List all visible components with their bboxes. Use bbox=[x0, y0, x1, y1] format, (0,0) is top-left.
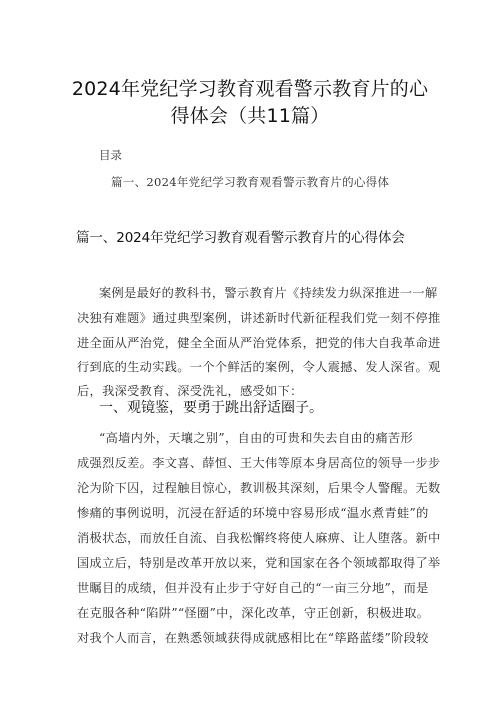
document-title-line-1: 2024年党纪学习教育观看警示教育片的心 bbox=[71, 78, 429, 100]
subheading: 一、观镜鉴，要勇于跳出舒适圈子。 bbox=[99, 400, 323, 416]
section-heading: 篇一、2024年党纪学习教育观看警示教育片的心得体会 bbox=[76, 230, 405, 246]
paragraph-line: 对我个人而言，在熟悉领域获得成就感相比在“筚路蓝缕”阶段较 bbox=[77, 631, 429, 645]
toc-label: 目录 bbox=[99, 148, 122, 162]
paragraph-line: 进全面从严治党，健全全面从严治党体系，把党的伟大自我革命进 bbox=[77, 336, 441, 350]
toc-item[interactable]: 篇一、2024年党纪学习教育观看警示教育片的心得体 bbox=[111, 175, 390, 189]
paragraph-line: 成强烈反差。李文喜、薛恒、王大伟等原本身居高位的领导一步步 bbox=[77, 456, 441, 470]
paragraph-line: 决独有难题》通过典型案例，讲述新时代新征程我们党一刻不停推 bbox=[77, 311, 441, 325]
paragraph-line: 消极状态，而放任自流、自我松懈终将使人麻痹、让人堕落。新中 bbox=[77, 531, 441, 545]
paragraph-line: 后，我深受教育、深受洗礼，感受如下： bbox=[77, 384, 303, 398]
document-title-line-2: 得体会（共11篇） bbox=[170, 105, 330, 127]
paragraph-line: 行到底的生动实践。一个个鲜活的案例，令人震撼、发人深省。观 bbox=[77, 360, 441, 374]
paragraph-line: “高墙内外，天壤之别”，自由的可贵和失去自由的痛苦形 bbox=[99, 431, 414, 445]
paragraph-line: 案例是最好的教科书，警示教育片《持续发力纵深推进一一解 bbox=[99, 286, 438, 300]
paragraph-line: 惨痛的事例说明，沉浸在舒适的环境中容易形成“温水煮青蛙”的 bbox=[77, 506, 429, 520]
paragraph-line: 沦为阶下囚，过程触目惊心，教训极其深刻，后果令人警醒。无数 bbox=[77, 481, 441, 495]
paragraph-line: 在克服各种“陷阱”“怪圈”中，深化改革，守正创新，积极进取。 bbox=[77, 606, 430, 620]
paragraph-line: 世瞩目的成绩，但并没有止步于守好自己的“一亩三分地”，而是 bbox=[77, 581, 429, 595]
paragraph-line: 国成立后，特别是改革开放以来，党和国家在各个领域都取得了举 bbox=[77, 556, 441, 570]
